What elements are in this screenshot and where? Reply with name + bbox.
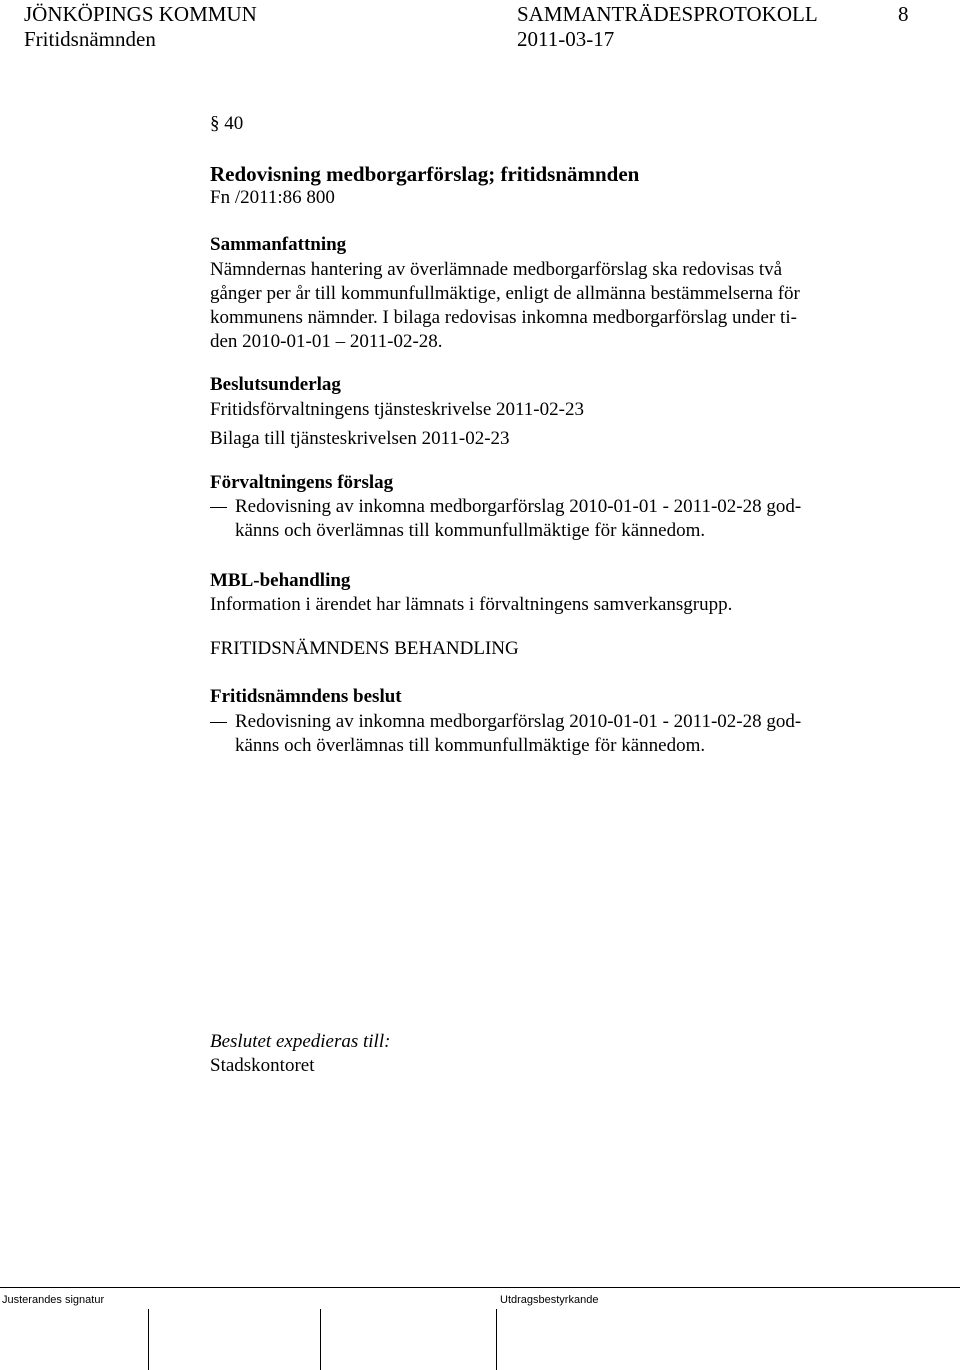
decision-line-2: känns och överlämnas till kommunfullmäktige för kännedom. [235,735,706,756]
paragraph-title: Redovisning medborgarförslag; fritidsnämnden [210,162,640,186]
decision-item [0,710,960,734]
treatment-heading: FRITIDSNÄMNDENS BEHANDLING [210,638,519,659]
header-date: 2011-03-17 [517,27,615,51]
decision-line-1: Redovisning av inkomna medborgarförslag 2010-01-01 - 2011-02-28 god- [235,711,802,732]
mbl-text: Information i ärendet har lämnats i förvaltningens samverkansgrupp. [210,594,733,615]
basis-item-2: Bilaga till tjänsteskrivelsen 2011-02-23 [210,428,510,449]
footer-extract-label: Utdragsbestyrkande [500,1294,599,1306]
decision-heading: Fritidsnämndens beslut [210,686,402,707]
mbl-heading: MBL-behandling [210,570,351,591]
signature-divider-3 [496,1309,497,1370]
header-committee: Fritidsnämnden [24,27,156,51]
header-page-number: 8 [898,2,909,26]
proposal-heading: Förvaltningens förslag [210,472,394,493]
header-org: JÖNKÖPINGS KOMMUN [24,2,257,26]
distribution-heading: Beslutet expedieras till: [210,1031,391,1052]
footer-rule [0,1287,960,1288]
signature-divider-1 [148,1309,149,1370]
paragraph-number: § 40 [210,113,244,134]
proposal-line-1: Redovisning av inkomna medborgarförslag 2010-01-01 - 2011-02-28 god- [235,496,802,517]
summary-heading: Sammanfattning [210,234,347,255]
dash-bullet [210,722,227,723]
proposal-line-2: känns och överlämnas till kommunfullmäktige för kännedom. [235,520,706,541]
summary-line-2: gånger per år till kommunfullmäktige, enligt de allmänna bestämmelserna för [210,283,800,304]
signature-divider-2 [320,1309,321,1370]
summary-line-3: kommunens nämnder. I bilaga redovisas inkomna medborgarförslag under ti- [210,307,797,328]
basis-heading: Beslutsunderlag [210,374,341,395]
summary-line-4: den 2010-01-01 – 2011-02-28. [210,331,443,352]
proposal-item [0,495,960,519]
distribution-recipient: Stadskontoret [210,1055,315,1076]
summary-line-1: Nämndernas hantering av överlämnade medborgarförslag ska redovisas två [210,259,783,280]
footer-signature-label: Justerandes signatur [2,1294,105,1306]
case-number: Fn /2011:86 800 [210,187,335,208]
basis-item-1: Fritidsförvaltningens tjänsteskrivelse 2011-02-23 [210,399,584,420]
header-doc-type: SAMMANTRÄDESPROTOKOLL [517,2,818,26]
dash-bullet [210,507,227,508]
